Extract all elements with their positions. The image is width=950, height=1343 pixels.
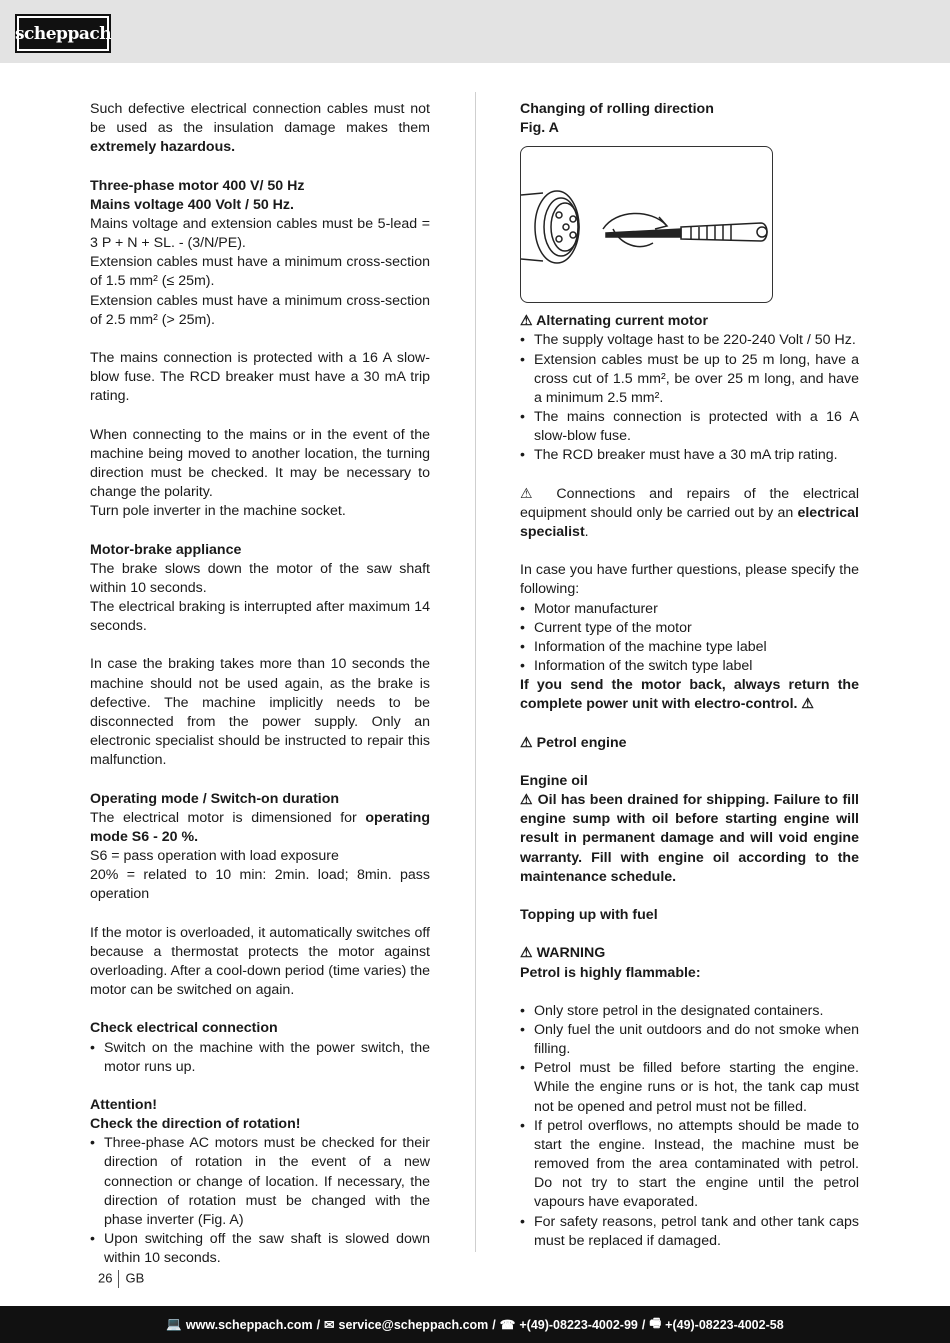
list-item: • The supply voltage hast to be 220-240 Volt / 50 Hz. [520, 331, 859, 350]
paragraph: Extension cables must have a minimum cross-section of 1.5 mm² (≤ 25m). [90, 254, 430, 290]
socket-screwdriver-illustration [521, 147, 772, 302]
heading-check-connection: Check electrical connection [90, 1020, 278, 1037]
paragraph: Turn pole inverter in the machine socket. [90, 503, 346, 520]
website-link[interactable]: www.scheppach.com [185, 1317, 313, 1332]
list-item: • The mains connection is protected with a 16 A slow-blow fuse. [520, 408, 859, 446]
list-item: • Petrol must be filled before starting the engine. While the engine runs or is hot, the tank cap must not be opened and petrol must not be filled. [520, 1059, 859, 1116]
paragraph: If the motor is overloaded, it automatically switches off because a thermostat protects the motor against overloading. After a cool-down period (time varies) the motor can be switched on again. [90, 924, 430, 999]
text-bold: electrical specialist [520, 504, 859, 541]
list-item: • If petrol overflows, no attempts should be made to start the engine. Instead, the machine must be removed from the area contaminated with petrol. Do not try to start the engine until the petrol vapours have evaporated. [520, 1117, 859, 1213]
list-item: • Current type of the motor [520, 619, 859, 638]
figure-a-socket-inverter [520, 146, 773, 303]
list-item: • Upon switching off the saw shaft is slowed down within 10 seconds. [90, 1230, 430, 1268]
paragraph: Extension cables must have a minimum cross-section of 2.5 mm² (> 25m). [90, 292, 430, 328]
heading-mains-voltage: Mains voltage 400 Volt / 50 Hz. [90, 196, 294, 213]
heading-three-phase: Three-phase motor 400 V/ 50 Hz [90, 177, 305, 194]
phone-number: +(49)-08223-4002-99 [519, 1317, 638, 1332]
paragraph-return: If you send the motor back, always return the complete power unit with electro-control. ⚠ [520, 677, 859, 713]
text: ⚠ Connections and repairs of the electrical equipment should only be carried out by an [520, 485, 859, 521]
mail-icon: ✉ [324, 1318, 335, 1332]
right-column [520, 100, 859, 1251]
list-item: • For safety reasons, petrol tank and other tank caps must be replaced if damaged. [520, 1213, 859, 1251]
fax-number: +(49)-08223-4002-58 [665, 1317, 784, 1332]
heading-fig-a: Fig. A [520, 120, 559, 137]
separator [118, 1270, 119, 1288]
list-item: • Motor manufacturer [520, 600, 859, 619]
text-bold: operating mode S6 - 20 %. [90, 809, 430, 845]
heading-engine-oil: Engine oil [520, 773, 588, 789]
phone-icon: ☎ [499, 1318, 516, 1332]
text: The electrical motor is dimensioned for [90, 809, 366, 826]
paragraph: When connecting to the mains or in the event of the machine being moved to another location, the turning direction must be checked. It may be necessary to change the polarity. [90, 426, 430, 501]
contact-footer [0, 1306, 950, 1343]
list-item: • Switch on the machine with the power switch, the motor runs up. [90, 1039, 430, 1077]
separator: / [641, 1317, 646, 1332]
left-column [90, 100, 430, 1268]
page-header [0, 0, 950, 63]
separator: / [316, 1317, 321, 1332]
list-item: • The RCD breaker must have a 30 mA trip rating. [520, 446, 859, 465]
list-item: • Information of the machine type label [520, 638, 859, 657]
list-item: • Extension cables must be up to 25 m long, have a cross cut of 1.5 mm², be over 25 m long, and have a minimum 2.5 mm². [520, 351, 859, 408]
list-item: • Only store petrol in the designated containers. [520, 1002, 859, 1021]
paragraph: The mains connection is protected with a 16 A slow-blow fuse. The RCD breaker must have a 30 mA trip rating. [90, 350, 430, 405]
heading-motor-brake: Motor-brake appliance [90, 541, 242, 558]
list-item: • Information of the switch type label [520, 657, 859, 676]
heading-petrol-engine: ⚠ Petrol engine [520, 734, 627, 751]
text: . [584, 524, 589, 541]
paragraph [90, 809, 430, 847]
logo-text: scheppach [14, 23, 112, 44]
page-footer-number [98, 1270, 144, 1288]
heading-topping-up: Topping up with fuel [520, 907, 658, 924]
heading-flammable: Petrol is highly flammable: [520, 964, 701, 981]
heading-operating-mode: Operating mode / Switch-on duration [90, 790, 340, 807]
page-number: 26 [98, 1270, 113, 1286]
paragraph-oil-warning: ⚠ Oil has been drained for shipping. Failure to fill engine sump with oil before starting engine will result in permanent damage and will void engine warranty. Fill with engine oil according to the maintenance schedule. [520, 792, 859, 885]
web-icon: 💻 [166, 1317, 182, 1331]
paragraph: 20% = related to 10 min: 2min. load; 8min. pass operation [90, 867, 430, 903]
list-item: • Three-phase AC motors must be checked for their direction of rotation in the event of a new connection or change of location. If necessary, the direction of rotation must be changed with the phase inverter (Fig. A) [90, 1134, 430, 1230]
fax-icon: 🖷 [649, 1316, 662, 1330]
list-item: • Only fuel the unit outdoors and do not smoke when filling. [520, 1021, 859, 1059]
paragraph: In case you have further questions, please specify the following: [520, 562, 859, 598]
paragraph: The brake slows down the motor of the saw shaft within 10 seconds. [90, 560, 430, 596]
separator: / [492, 1317, 496, 1332]
text: Such defective electrical connection cables must not be used as the insulation damage makes them [90, 101, 430, 137]
column-divider [475, 92, 476, 1252]
paragraph [520, 485, 859, 542]
paragraph: S6 = pass operation with load exposure [90, 848, 339, 864]
heading-changing-direction: Changing of rolling direction [520, 101, 714, 117]
paragraph: The electrical braking is interrupted after maximum 14 seconds. [90, 599, 430, 635]
paragraph: Mains voltage and extension cables must be 5-lead = 3 P + N + SL. - (3/N/PE). [90, 215, 430, 252]
heading-rotation: Check the direction of rotation! [90, 1116, 301, 1133]
text-bold: extremely hazardous. [90, 139, 236, 156]
heading-attention: Attention! [90, 1096, 157, 1113]
language-code: GB [125, 1270, 145, 1286]
cable-warning [90, 100, 430, 157]
heading-ac-motor: ⚠ Alternating current motor [520, 313, 708, 330]
email-link[interactable]: service@scheppach.com [338, 1317, 489, 1332]
brand-logo [15, 14, 111, 53]
paragraph: In case the braking takes more than 10 seconds the machine should not be used again, as the brake is defective. The machine implicitly needs to be disconnected from the power supply. Only an electronic specialist should be instructed to repair this malfunction. [90, 656, 430, 769]
heading-warning: ⚠ WARNING [520, 945, 606, 962]
